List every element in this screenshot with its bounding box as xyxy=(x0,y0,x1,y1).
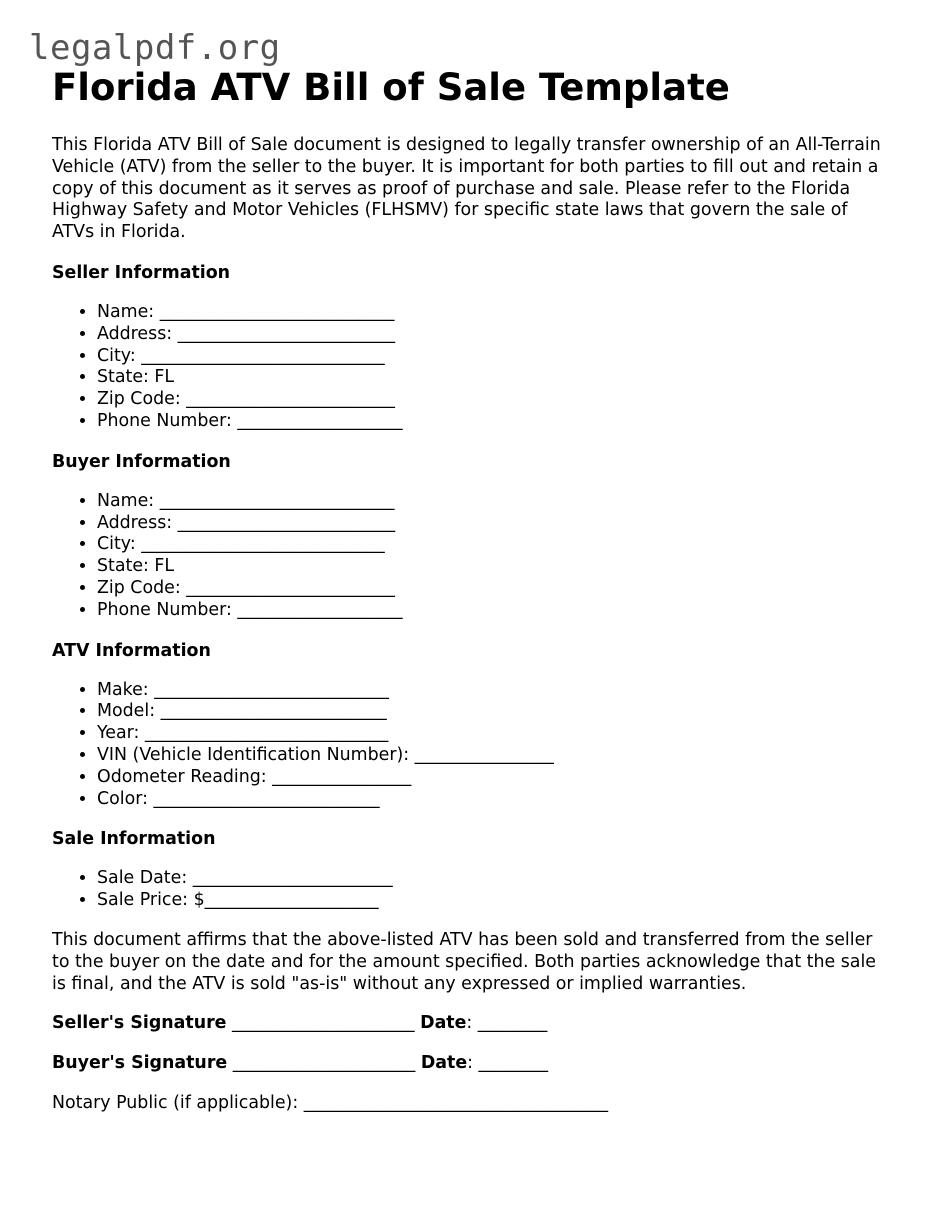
seller-state-field: • State: FL xyxy=(97,367,892,389)
seller-signature-blank: _____________________ xyxy=(226,1013,421,1034)
buyer-heading: Buyer Information xyxy=(52,451,231,472)
atv-list xyxy=(52,680,892,811)
buyer-date-label: Date xyxy=(420,1053,468,1074)
buyer-signature-line xyxy=(52,1053,892,1075)
atv-year-field: • Year: ____________________________ xyxy=(97,723,892,745)
atv-vin-field: • VIN (Vehicle Identification Number): ________________ xyxy=(97,745,892,767)
buyer-name-field: • Name: ___________________________ xyxy=(97,491,892,513)
document-page xyxy=(52,66,892,1115)
notary-line: Notary Public (if applicable): ___________________________________ xyxy=(52,1092,609,1113)
buyer-signature-blank: _____________________ xyxy=(227,1053,421,1074)
seller-signature-label: Seller's Signature xyxy=(52,1013,227,1034)
seller-list xyxy=(52,302,892,433)
seller-address-field: • Address: _________________________ xyxy=(97,324,892,346)
seller-phone-field: • Phone Number: ___________________ xyxy=(97,411,892,433)
buyer-address-field: • Address: _________________________ xyxy=(97,513,892,535)
buyer-signature-label: Buyer's Signature xyxy=(52,1053,228,1074)
seller-name-field: • Name: ___________________________ xyxy=(97,302,892,324)
buyer-zip-field: • Zip Code: ________________________ xyxy=(97,578,892,600)
atv-color-field: • Color: __________________________ xyxy=(97,789,892,811)
buyer-state-field: • State: FL xyxy=(97,556,892,578)
seller-signature-line xyxy=(52,1013,892,1035)
closing-paragraph: This document affirms that the above-listed ATV has been sold and transferred from the seller to the buyer on the date and for the amount specified. Both parties acknowledge that the sale is final, and the ATV is sold "as-is" without any expressed or implied warranties. xyxy=(52,929,877,994)
seller-date-blank: : ________ xyxy=(466,1013,548,1034)
seller-heading: Seller Information xyxy=(52,262,231,283)
seller-city-field: • City: ____________________________ xyxy=(97,346,892,368)
atv-heading: ATV Information xyxy=(52,640,211,661)
atv-make-field: • Make: ___________________________ xyxy=(97,680,892,702)
seller-date-label: Date xyxy=(420,1013,467,1034)
sale-list xyxy=(52,868,892,912)
seller-zip-field: • Zip Code: ________________________ xyxy=(97,389,892,411)
intro-paragraph: This Florida ATV Bill of Sale document is designed to legally transfer ownership of an All-Terrain Vehicle (ATV) from the seller to the buyer. It is important for both parties to fill out and retain a copy of this document as it serves as proof of purchase and sale. Please refer to the Florida Highway Safety and Motor Vehicles (FLHSMV) for specific state laws that govern the sale of ATVs in Florida. xyxy=(52,135,881,243)
buyer-phone-field: • Phone Number: ___________________ xyxy=(97,600,892,622)
buyer-list xyxy=(52,491,892,622)
document-title: Florida ATV Bill of Sale Template xyxy=(52,66,730,109)
buyer-date-blank: : ________ xyxy=(467,1053,549,1074)
watermark-logo: legalpdf.org xyxy=(29,28,281,68)
sale-date-field: • Sale Date: _______________________ xyxy=(97,868,892,890)
atv-odometer-field: • Odometer Reading: ________________ xyxy=(97,767,892,789)
atv-model-field: • Model: __________________________ xyxy=(97,701,892,723)
sale-heading: Sale Information xyxy=(52,829,216,850)
sale-price-field: • Sale Price: $____________________ xyxy=(97,890,892,912)
buyer-city-field: • City: ____________________________ xyxy=(97,534,892,556)
